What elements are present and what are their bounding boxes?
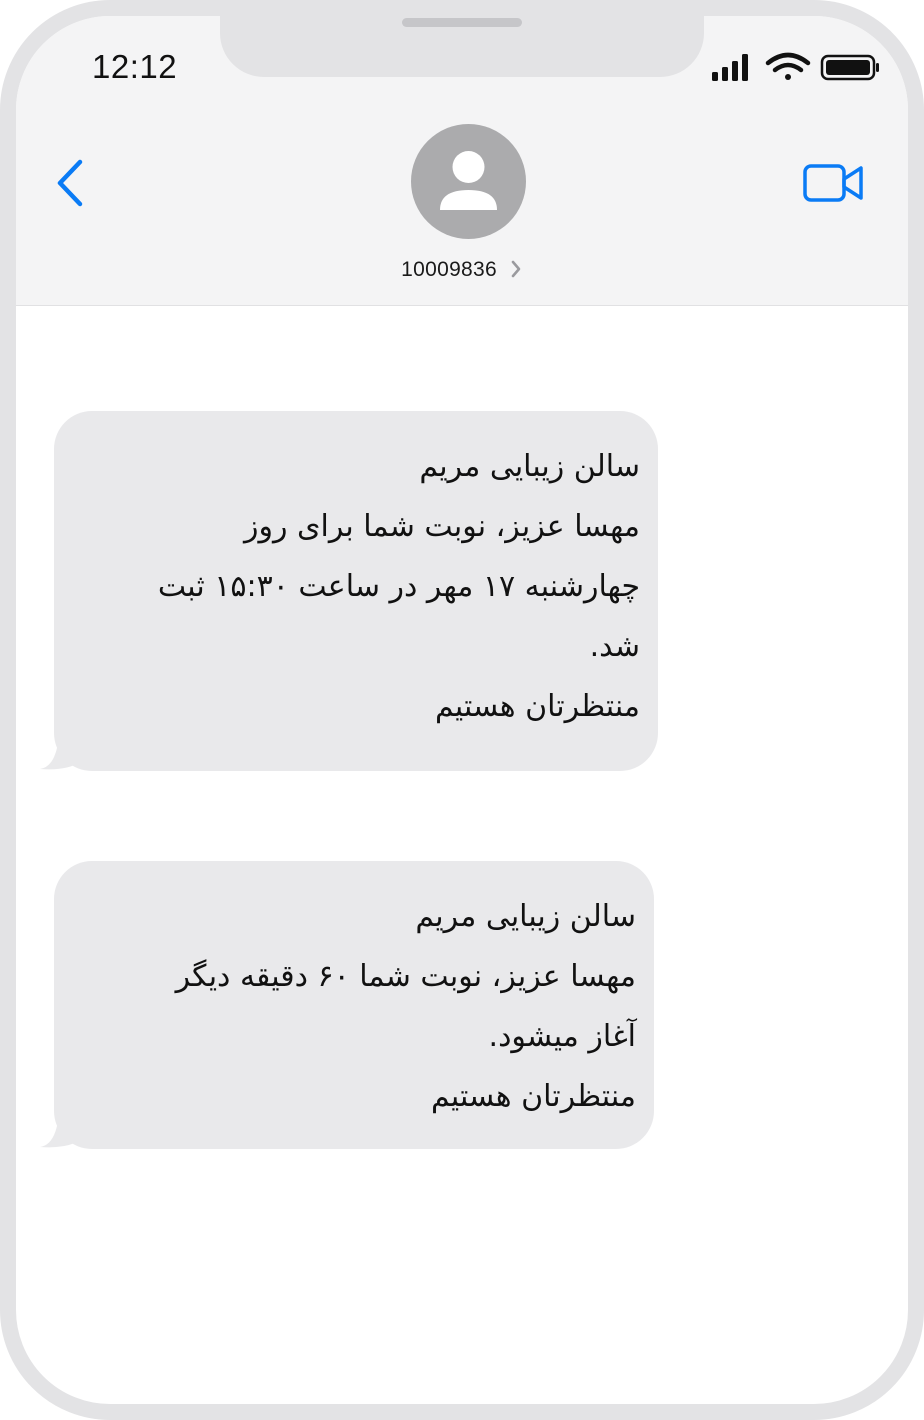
- message-line: منتظرتان هستیم: [434, 689, 640, 724]
- status-bar-icons: [712, 52, 880, 82]
- message-line: چهارشنبه ۱۷ مهر در ساعت ۱۵:۳۰ ثبت: [157, 569, 640, 604]
- status-time: 12:12: [92, 48, 178, 85]
- contact-avatar[interactable]: [411, 124, 526, 239]
- device-notch: [220, 0, 704, 77]
- battery-icon: [822, 56, 879, 79]
- speaker-grille: [402, 18, 522, 27]
- message-line: منتظرتان هستیم: [430, 1079, 636, 1114]
- wifi-icon: [768, 55, 808, 80]
- contact-number: 10009836: [401, 258, 497, 281]
- message-bubble-2[interactable]: [38, 861, 654, 1149]
- video-camera-icon[interactable]: [802, 159, 866, 207]
- message-line: شد.: [589, 629, 640, 664]
- message-text-1: [54, 411, 658, 771]
- person-icon: [411, 124, 526, 239]
- message-line: مهسا عزیز، نوبت شما برای روز: [244, 509, 640, 544]
- message-line: مهسا عزیز، نوبت شما ۶۰ دقیقه دیگر: [175, 959, 636, 994]
- cellular-signal-icon: [712, 54, 748, 81]
- message-line: آغاز میشود.: [488, 1019, 636, 1054]
- message-bubble-1[interactable]: [38, 411, 658, 771]
- chevron-right-icon: [509, 259, 523, 279]
- message-line: سالن زیبایی مریم: [415, 899, 636, 934]
- chevron-left-icon[interactable]: [50, 156, 90, 210]
- conversation-header: [16, 16, 908, 306]
- message-text-2: [54, 861, 654, 1149]
- message-line: سالن زیبایی مریم: [419, 449, 640, 484]
- contact-name-button[interactable]: [16, 258, 908, 282]
